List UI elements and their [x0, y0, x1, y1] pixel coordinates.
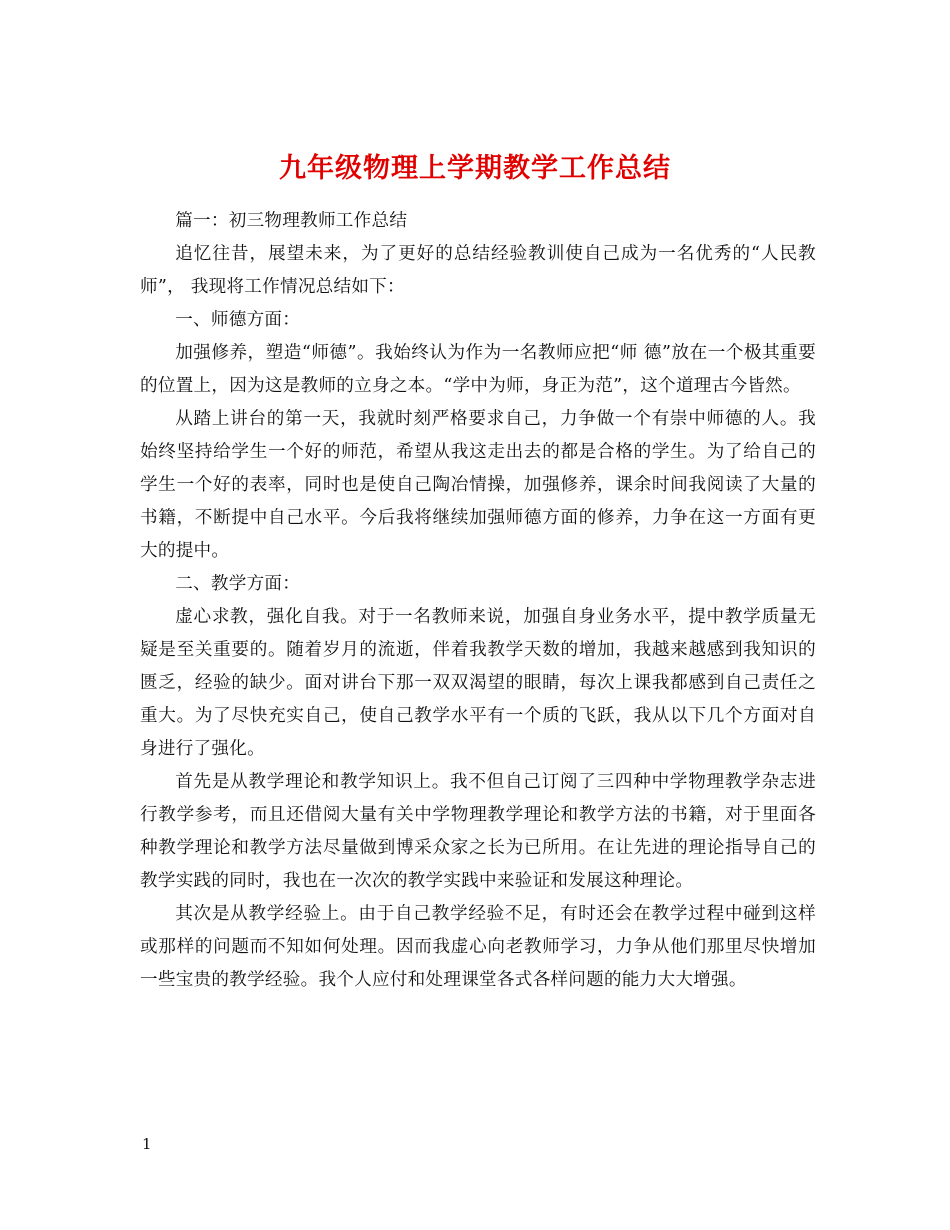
document-title: 九年级物理上学期教学工作总结 [279, 153, 671, 185]
paragraph-teaching-1: 虚心求教，强化自我。对于一名教师来说，加强自身业务水平，提中教学质量无疑是至关重要的。随着岁月的流逝，伴着我教学天数的增加，我越来越感到我知识的匮乏，经验的缺少。面对讲台下那一双双渴望的眼睛，每次上课我都感到自己责任之重大。为了尽快充实自己，使自己教学水平有一个质的飞跃，我从以下几个方面对自身进行了强化。 [140, 607, 816, 759]
paragraph-section-heading: 篇一：初三物理教师工作总结 [175, 211, 408, 231]
paragraph-intro: 追忆往昔，展望未来，为了更好的总结经验教训使自己成为一名优秀的“人民教师”， 我现将工作情况总结如下： [140, 244, 816, 297]
paragraph-heading-teaching: 二、教学方面： [175, 574, 301, 594]
paragraph-teaching-3: 其次是从教学经验上。由于自己教学经验不足，有时还会在教学过程中碰到这样或那样的问题而不知如何处理。因而我虚心向老教师学习，力争从他们那里尽快增加一些宝贵的教学经验。我个人应付和处理课堂各式各样问题的能力大大增强。 [140, 904, 816, 990]
paragraph-teaching-2: 首先是从教学理论和教学知识上。我不但自己订阅了三四种中学物理教学杂志进行教学参考，而且还借阅大量有关中学物理教学理论和教学方法的书籍，对于里面各种教学理论和教学方法尽量做到博采众家之长为已所用。在让先进的理论指导自己的教学实践的同时，我也在一次次的教学实践中来验证和发展这种理论。 [140, 772, 816, 891]
document-body [140, 205, 816, 997]
paragraph-heading-ethics: 一、师德方面： [175, 310, 301, 330]
paragraph-ethics-1: 加强修养，塑造“师德”。我始终认为作为一名教师应把“师 德”放在一个极其重要的位置上，因为这是教师的立身之本。“学中为师，身正为范”，这个道理古今皆然。 [140, 343, 816, 396]
paragraph-ethics-2: 从踏上讲台的第一天，我就时刻严格要求自己，力争做一个有崇中师德的人。我始终坚持给学生一个好的师范，希望从我这走出去的都是合格的学生。为了给自己的学生一个好的表率，同时也是使自己陶冶情操，加强修养，课余时间我阅读了大量的书籍，不断提中自己水平。今后我将继续加强师德方面的修养，力争在这一方面有更大的提中。 [140, 409, 816, 561]
page-number: 1 [142, 1135, 152, 1153]
